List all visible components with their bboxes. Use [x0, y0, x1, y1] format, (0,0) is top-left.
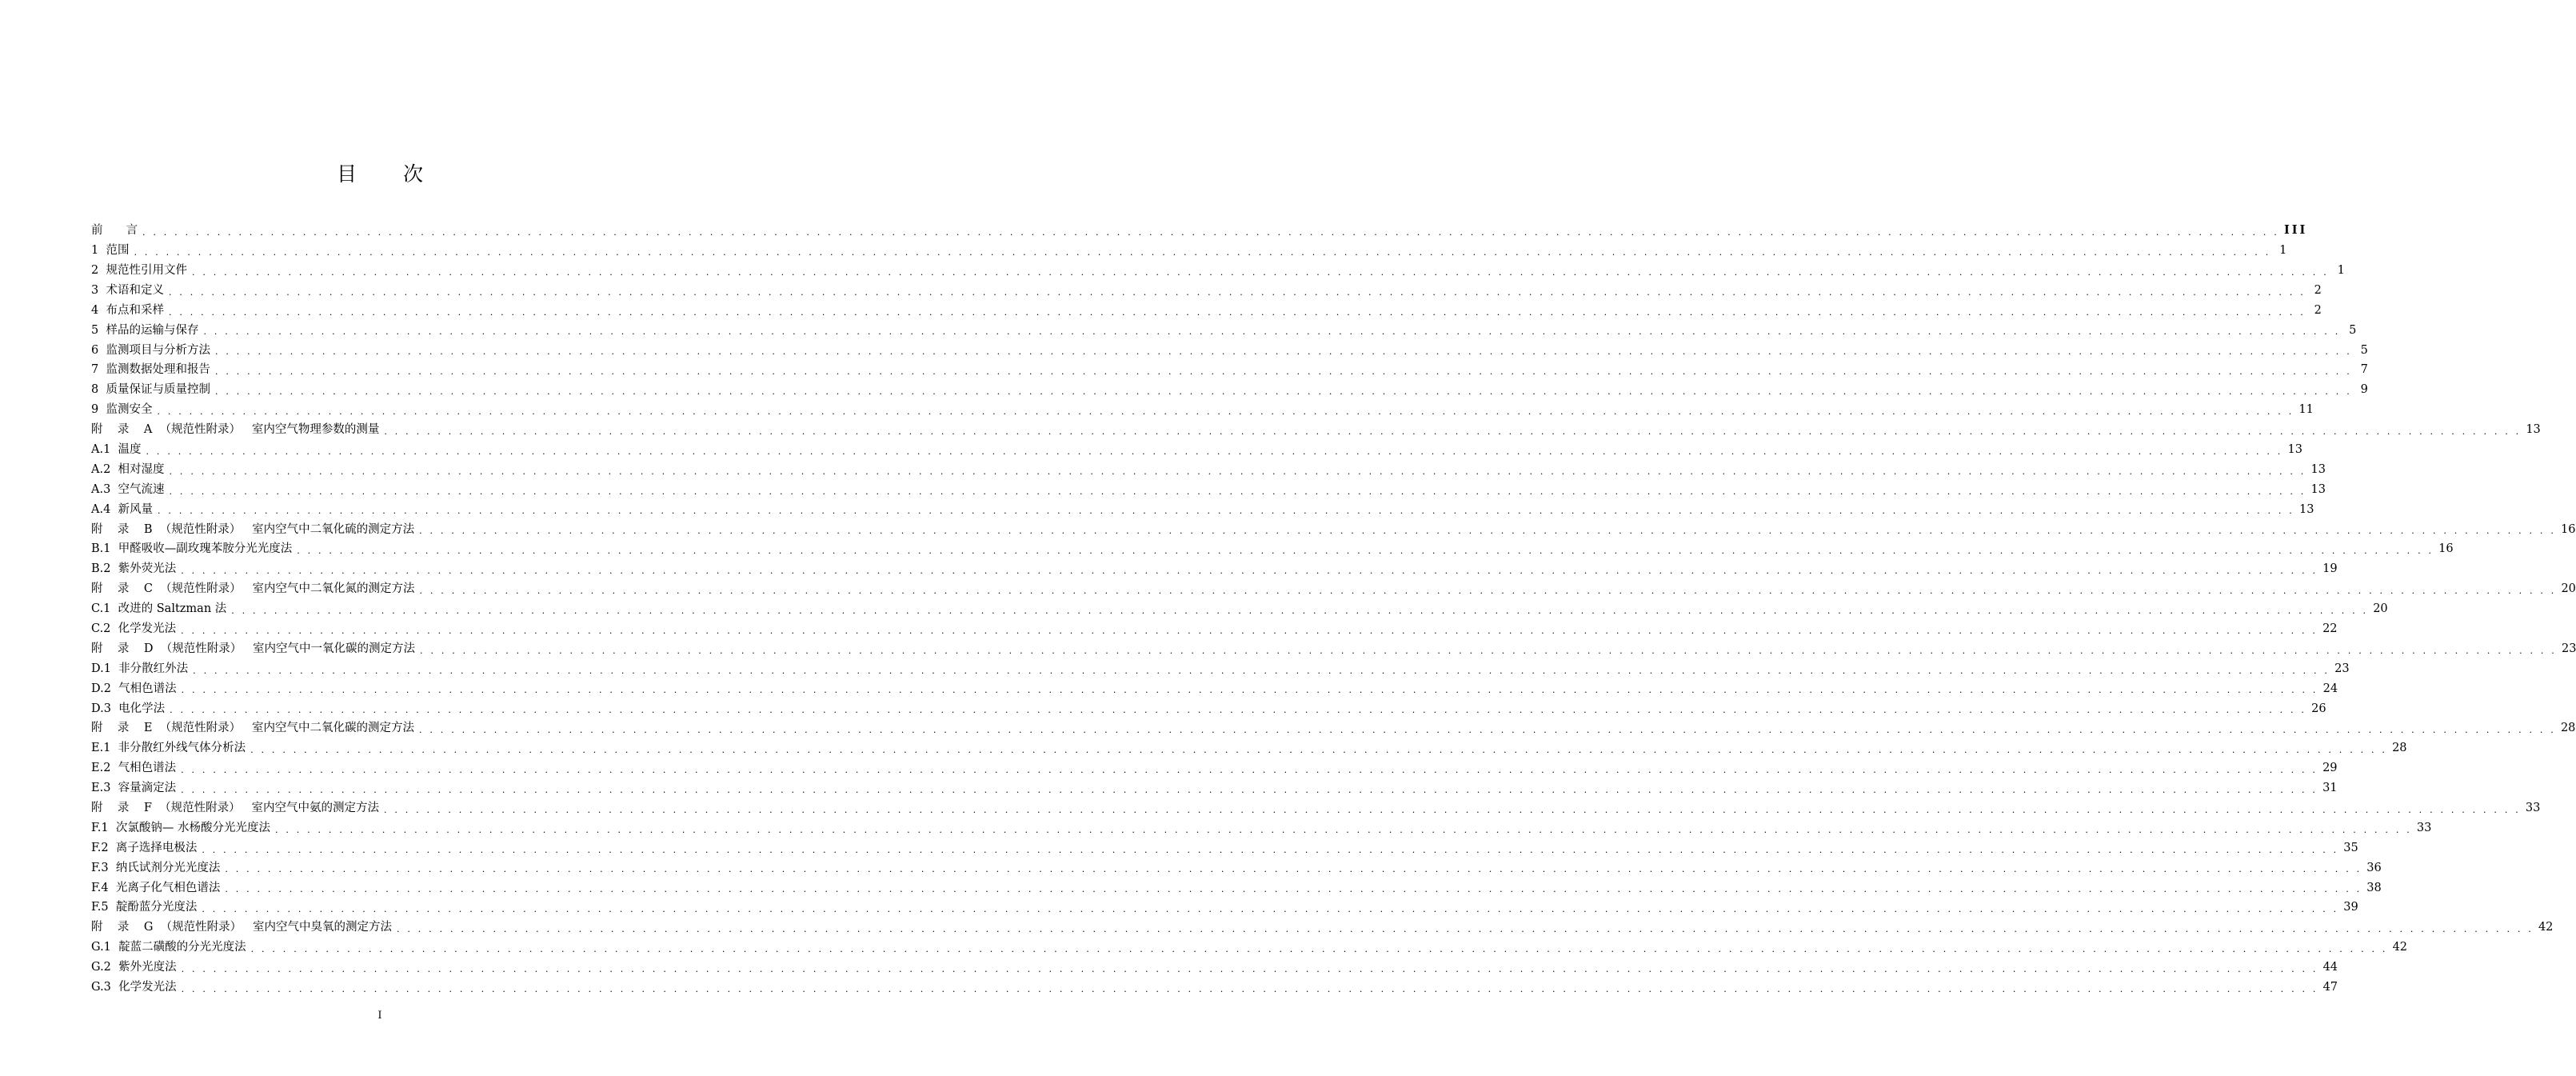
toc-entry[interactable]: [91, 281, 2322, 301]
toc-entry-page: 13: [2310, 462, 2326, 476]
toc-leader-dots: . . . . . . . . . . . . . . . . . . . . . . . . . . . . . . . . . . . . . . . . . . . . . . . . . . . . . . . . . . . . . . . . . . . . . . . . . . . . . . . . . . . . . . . . . . . . . . . . . . . . . . . . . . . . . . . . . . . . . . . . . . . . . . . . . . . . . . . . . . . . . . . . . . . . . . . . . . . . . . . . . . . . . . . . . . . . . . . . . . . . . . . . . . . . . . . . . . . . . . . .: [419, 725, 2556, 736]
toc-leader-dots: . . . . . . . . . . . . . . . . . . . . . . . . . . . . . . . . . . . . . . . . . . . . . . . . . . . . . . . . . . . . . . . . . . . . . . . . . . . . . . . . . . . . . . . . . . . . . . . . . . . . . . . . . . . . . . . . . . . . . . . . . . . . . . . . . . . . . . . . . . . . . . . . . . . . . . . . . . . . . . . . . . . . . . . . . . . . . . . . . . . . . . . . . . . . . . . . . . . . . . . .: [170, 705, 2307, 716]
toc-leader-dots: . . . . . . . . . . . . . . . . . . . . . . . . . . . . . . . . . . . . . . . . . . . . . . . . . . . . . . . . . . . . . . . . . . . . . . . . . . . . . . . . . . . . . . . . . . . . . . . . . . . . . . . . . . . . . . . . . . . . . . . . . . . . . . . . . . . . . . . . . . . . . . . . . . . . . . . . . . . . . . . . . . . . . . . . . . . . . . . . . . . . . . . . . . . . . . . . . . . . . . . .: [181, 685, 2318, 696]
toc-entry[interactable]: [91, 480, 2326, 500]
toc-entry-label: 4 布点和采样: [91, 303, 164, 317]
toc-leader-dots: . . . . . . . . . . . . . . . . . . . . . . . . . . . . . . . . . . . . . . . . . . . . . . . . . . . . . . . . . . . . . . . . . . . . . . . . . . . . . . . . . . . . . . . . . . . . . . . . . . . . . . . . . . . . . . . . . . . . . . . . . . . . . . . . . . . . . . . . . . . . . . . . . . . . . . . . . . . . . . . . . . . . . . . . . . . . . . . . . . . . . . . . . . . . . . . . . . . . . . . .: [169, 486, 2306, 497]
toc-entry-page: 47: [2322, 981, 2338, 994]
toc-entry-page: 13: [2526, 423, 2541, 437]
toc-entry-label: C.2 化学发光法: [91, 622, 177, 635]
toc-leader-dots: . . . . . . . . . . . . . . . . . . . . . . . . . . . . . . . . . . . . . . . . . . . . . . . . . . . . . . . . . . . . . . . . . . . . . . . . . . . . . . . . . . . . . . . . . . . . . . . . . . . . . . . . . . . . . . . . . . . . . . . . . . . . . . . . . . . . . . . . . . . . . . . . . . . . . . . . . . . . . . . . . . . . . . . . . . . . . . . . . . . . . . . . . . . . . . . . . . . . . . . .: [157, 406, 2294, 417]
toc-entry-label: 附 录 D （规范性附录） 室内空气中一氧化碳的测定方法: [91, 642, 416, 655]
page-title-left: 目: [336, 162, 357, 186]
toc-entry-label: F.5 靛酚蓝分光度法: [91, 901, 198, 914]
toc-entry[interactable]: [91, 978, 2338, 998]
toc-entry-label: E.3 容量滴定法: [91, 782, 177, 795]
toc-entry[interactable]: [91, 460, 2326, 480]
toc-entry[interactable]: [91, 639, 2576, 659]
toc-entry[interactable]: [91, 738, 2407, 758]
toc-leader-dots: . . . . . . . . . . . . . . . . . . . . . . . . . . . . . . . . . . . . . . . . . . . . . . . . . . . . . . . . . . . . . . . . . . . . . . . . . . . . . . . . . . . . . . . . . . . . . . . . . . . . . . . . . . . . . . . . . . . . . . . . . . . . . . . . . . . . . . . . . . . . . . . . . . . . . . . . . . . . . . . . . . . . . . . . . . . . . . . . . . . . . . . . . . . . . . . . . . . . . . . .: [214, 346, 2352, 358]
toc-leader-dots: . . . . . . . . . . . . . . . . . . . . . . . . . . . . . . . . . . . . . . . . . . . . . . . . . . . . . . . . . . . . . . . . . . . . . . . . . . . . . . . . . . . . . . . . . . . . . . . . . . . . . . . . . . . . . . . . . . . . . . . . . . . . . . . . . . . . . . . . . . . . . . . . . . . . . . . . . . . . . . . . . . . . . . . . . . . . . . . . . . . . . . . . . . . . . . . . . . . . . . . .: [134, 246, 2271, 258]
toc-entry-label: 8 质量保证与质量控制: [91, 383, 210, 397]
toc-entry-page: 23: [2561, 642, 2576, 655]
toc-entry-page: 13: [2287, 442, 2302, 456]
toc-entry-label: 附 录 C （规范性附录） 室内空气中二氧化氮的测定方法: [91, 582, 415, 596]
toc-entry-page: III: [2283, 223, 2308, 238]
toc-entry-page: 42: [2392, 941, 2408, 954]
toc-entry-label: 附 录 B （规范性附录） 室内空气中二氧化硫的测定方法: [91, 522, 415, 536]
toc-entry-page: 36: [2366, 861, 2382, 874]
toc-entry[interactable]: [91, 440, 2302, 460]
toc-entry-page: 28: [2560, 722, 2576, 735]
toc-entry-label: 2 规范性引用文件: [91, 263, 187, 277]
toc-entry[interactable]: [91, 420, 2541, 440]
toc-leader-dots: . . . . . . . . . . . . . . . . . . . . . . . . . . . . . . . . . . . . . . . . . . . . . . . . . . . . . . . . . . . . . . . . . . . . . . . . . . . . . . . . . . . . . . . . . . . . . . . . . . . . . . . . . . . . . . . . . . . . . . . . . . . . . . . . . . . . . . . . . . . . . . . . . . . . . . . . . . . . . . . . . . . . . . . . . . . . . . . . . . . . . . . . . . . . . . . . . . . . . . . .: [225, 864, 2362, 875]
toc-leader-dots: . . . . . . . . . . . . . . . . . . . . . . . . . . . . . . . . . . . . . . . . . . . . . . . . . . . . . . . . . . . . . . . . . . . . . . . . . . . . . . . . . . . . . . . . . . . . . . . . . . . . . . . . . . . . . . . . . . . . . . . . . . . . . . . . . . . . . . . . . . . . . . . . . . . . . . . . . . . . . . . . . . . . . . . . . . . . . . . . . . . . . . . . . . . . . . . . . . . . . . . .: [191, 266, 2329, 278]
toc-entry-label: B.2 紫外荧光法: [91, 562, 177, 576]
toc-entry[interactable]: [91, 818, 2432, 838]
toc-entry-page: 13: [2310, 482, 2326, 496]
toc-entry-label: 3 术语和定义: [91, 283, 164, 297]
toc-entry[interactable]: [91, 758, 2338, 778]
toc-entry-label: G.2 紫外光度法: [91, 961, 177, 974]
toc-entry-label: 附 录 A （规范性附录） 室内空气物理参数的测量: [91, 423, 380, 437]
toc-entry-page: 28: [2392, 742, 2407, 755]
toc-leader-dots: . . . . . . . . . . . . . . . . . . . . . . . . . . . . . . . . . . . . . . . . . . . . . . . . . . . . . . . . . . . . . . . . . . . . . . . . . . . . . . . . . . . . . . . . . . . . . . . . . . . . . . . . . . . . . . . . . . . . . . . . . . . . . . . . . . . . . . . . . . . . . . . . . . . . . . . . . . . . . . . . . . . . . . . . . . . . . . . . . . . . . . . . . . . . . . . . . . . . . . . .: [181, 566, 2318, 577]
toc-entry[interactable]: [91, 380, 2368, 400]
toc-entry[interactable]: [91, 400, 2314, 420]
page-title-right: 次: [403, 162, 424, 186]
toc-entry[interactable]: [91, 360, 2368, 380]
page-title: [0, 158, 760, 187]
toc-entry[interactable]: [91, 798, 2541, 818]
toc-entry[interactable]: [91, 838, 2358, 858]
toc-leader-dots: . . . . . . . . . . . . . . . . . . . . . . . . . . . . . . . . . . . . . . . . . . . . . . . . . . . . . . . . . . . . . . . . . . . . . . . . . . . . . . . . . . . . . . . . . . . . . . . . . . . . . . . . . . . . . . . . . . . . . . . . . . . . . . . . . . . . . . . . . . . . . . . . . . . . . . . . . . . . . . . . . . . . . . . . . . . . . . . . . . . . . . . . . . . . . . . . . . . . . . . .: [297, 546, 2434, 557]
toc-entry-label: 9 监测安全: [91, 403, 153, 417]
toc-entry-page: 16: [2561, 522, 2576, 536]
toc-entry-label: F.1 次氯酸钠— 水杨酸分光光度法: [91, 821, 270, 834]
toc-entry[interactable]: [91, 678, 2338, 698]
toc-entry-page: 5: [2349, 323, 2357, 337]
toc-entry-label: A.1 温度: [91, 442, 142, 456]
toc-entry[interactable]: [91, 659, 2350, 679]
toc-entry-label: A.3 空气流速: [91, 482, 165, 496]
toc-entry-page: 29: [2322, 762, 2338, 775]
toc-entry[interactable]: [91, 559, 2338, 579]
toc-entry[interactable]: [91, 619, 2338, 639]
toc-leader-dots: . . . . . . . . . . . . . . . . . . . . . . . . . . . . . . . . . . . . . . . . . . . . . . . . . . . . . . . . . . . . . . . . . . . . . . . . . . . . . . . . . . . . . . . . . . . . . . . . . . . . . . . . . . . . . . . . . . . . . . . . . . . . . . . . . . . . . . . . . . . . . . . . . . . . . . . . . . . . . . . . . . . . . . . . . . . . . . . . . . . . . . . . . . . . . . . . . . . . . . . .: [158, 506, 2294, 517]
toc-leader-dots: . . . . . . . . . . . . . . . . . . . . . . . . . . . . . . . . . . . . . . . . . . . . . . . . . . . . . . . . . . . . . . . . . . . . . . . . . . . . . . . . . . . . . . . . . . . . . . . . . . . . . . . . . . . . . . . . . . . . . . . . . . . . . . . . . . . . . . . . . . . . . . . . . . . . . . . . . . . . . . . . . . . . . . . . . . . . . . . . . . . . . . . . . . . . . . . . . . . . . . . .: [214, 366, 2352, 378]
toc-entry-label: 1 范围: [91, 244, 130, 258]
toc-entry[interactable]: [91, 778, 2338, 798]
toc-leader-dots: . . . . . . . . . . . . . . . . . . . . . . . . . . . . . . . . . . . . . . . . . . . . . . . . . . . . . . . . . . . . . . . . . . . . . . . . . . . . . . . . . . . . . . . . . . . . . . . . . . . . . . . . . . . . . . . . . . . . . . . . . . . . . . . . . . . . . . . . . . . . . . . . . . . . . . . . . . . . . . . . . . . . . . . . . . . . . . . . . . . . . . . . . . . . . . . . . . . . . . . .: [274, 824, 2412, 835]
toc-entry[interactable]: [91, 340, 2368, 360]
toc-entry-page: 23: [2334, 662, 2350, 675]
toc-entry[interactable]: [91, 698, 2326, 718]
toc-entry-page: 35: [2343, 841, 2358, 854]
toc-entry[interactable]: [91, 958, 2338, 978]
toc-entry-label: E.1 非分散红外线气体分析法: [91, 742, 246, 755]
toc-entry-label: G.3 化学发光法: [91, 981, 177, 994]
toc-leader-dots: . . . . . . . . . . . . . . . . . . . . . . . . . . . . . . . . . . . . . . . . . . . . . . . . . . . . . . . . . . . . . . . . . . . . . . . . . . . . . . . . . . . . . . . . . . . . . . . . . . . . . . . . . . . . . . . . . . . . . . . . . . . . . . . . . . . . . . . . . . . . . . . . . . . . . . . . . . . . . . . . . . . . . . . . . . . . . . . . . . . . . . . . . . . . . . . . . . . . . . . .: [181, 764, 2318, 775]
toc-entry-page: 39: [2343, 901, 2358, 914]
toc-entry-page: 5: [2360, 343, 2368, 357]
toc-leader-dots: . . . . . . . . . . . . . . . . . . . . . . . . . . . . . . . . . . . . . . . . . . . . . . . . . . . . . . . . . . . . . . . . . . . . . . . . . . . . . . . . . . . . . . . . . . . . . . . . . . . . . . . . . . . . . . . . . . . . . . . . . . . . . . . . . . . . . . . . . . . . . . . . . . . . . . . . . . . . . . . . . . . . . . . . . . . . . . . . . . . . . . . . . . . . . . . . . . . . . . . .: [202, 844, 2339, 855]
toc-entry-label: 前 言: [91, 224, 138, 238]
toc-entry[interactable]: [91, 579, 2576, 599]
toc-entry-page: 9: [2360, 383, 2368, 397]
toc-entry[interactable]: [91, 539, 2454, 559]
toc-entry-page: 33: [2525, 802, 2541, 815]
toc-entry[interactable]: [91, 221, 2308, 241]
toc-leader-dots: . . . . . . . . . . . . . . . . . . . . . . . . . . . . . . . . . . . . . . . . . . . . . . . . . . . . . . . . . . . . . . . . . . . . . . . . . . . . . . . . . . . . . . . . . . . . . . . . . . . . . . . . . . . . . . . . . . . . . . . . . . . . . . . . . . . . . . . . . . . . . . . . . . . . . . . . . . . . . . . . . . . . . . . . . . . . . . . . . . . . . . . . . . . . . . . . . . . . . . . .: [203, 326, 2341, 338]
toc-entry-page: 31: [2322, 782, 2338, 795]
toc-leader-dots: . . . . . . . . . . . . . . . . . . . . . . . . . . . . . . . . . . . . . . . . . . . . . . . . . . . . . . . . . . . . . . . . . . . . . . . . . . . . . . . . . . . . . . . . . . . . . . . . . . . . . . . . . . . . . . . . . . . . . . . . . . . . . . . . . . . . . . . . . . . . . . . . . . . . . . . . . . . . . . . . . . . . . . . . . . . . . . . . . . . . . . . . . . . . . . . . . . . . . . . .: [181, 625, 2318, 636]
toc-entry-label: G.1 靛蓝二磺酸的分光光度法: [91, 941, 246, 954]
toc-leader-dots: . . . . . . . . . . . . . . . . . . . . . . . . . . . . . . . . . . . . . . . . . . . . . . . . . . . . . . . . . . . . . . . . . . . . . . . . . . . . . . . . . . . . . . . . . . . . . . . . . . . . . . . . . . . . . . . . . . . . . . . . . . . . . . . . . . . . . . . . . . . . . . . . . . . . . . . . . . . . . . . . . . . . . . . . . . . . . . . . . . . . . . . . . . . . . . . . . . . . . . . .: [250, 944, 2388, 954]
toc-leader-dots: . . . . . . . . . . . . . . . . . . . . . . . . . . . . . . . . . . . . . . . . . . . . . . . . . . . . . . . . . . . . . . . . . . . . . . . . . . . . . . . . . . . . . . . . . . . . . . . . . . . . . . . . . . . . . . . . . . . . . . . . . . . . . . . . . . . . . . . . . . . . . . . . . . . . . . . . . . . . . . . . . . . . . . . . . . . . . . . . . . . . . . . . . . . . . . . . . . . . . . . .: [193, 665, 2330, 676]
toc-leader-dots: . . . . . . . . . . . . . . . . . . . . . . . . . . . . . . . . . . . . . . . . . . . . . . . . . . . . . . . . . . . . . . . . . . . . . . . . . . . . . . . . . . . . . . . . . . . . . . . . . . . . . . . . . . . . . . . . . . . . . . . . . . . . . . . . . . . . . . . . . . . . . . . . . . . . . . . . . . . . . . . . . . . . . . . . . . . . . . . . . . . . . . . . . . . . . . . . . . . . . . . .: [397, 924, 2534, 935]
toc-entry-label: D.2 气相色谱法: [91, 682, 177, 695]
toc-leader-dots: . . . . . . . . . . . . . . . . . . . . . . . . . . . . . . . . . . . . . . . . . . . . . . . . . . . . . . . . . . . . . . . . . . . . . . . . . . . . . . . . . . . . . . . . . . . . . . . . . . . . . . . . . . . . . . . . . . . . . . . . . . . . . . . . . . . . . . . . . . . . . . . . . . . . . . . . . . . . . . . . . . . . . . . . . . . . . . . . . . . . . . . . . . . . . . . . . . . . . . . .: [214, 386, 2352, 398]
toc-entry-page: 1: [2337, 263, 2345, 277]
toc-entry-page: 38: [2366, 881, 2382, 894]
toc-entry-label: 附 录 E （规范性附录） 室内空气中二氧化碳的测定方法: [91, 722, 415, 735]
toc-entry[interactable]: [91, 858, 2382, 878]
toc-entry-page: 22: [2322, 622, 2338, 635]
toc-entry-page: 11: [2298, 403, 2314, 417]
toc-leader-dots: . . . . . . . . . . . . . . . . . . . . . . . . . . . . . . . . . . . . . . . . . . . . . . . . . . . . . . . . . . . . . . . . . . . . . . . . . . . . . . . . . . . . . . . . . . . . . . . . . . . . . . . . . . . . . . . . . . . . . . . . . . . . . . . . . . . . . . . . . . . . . . . . . . . . . . . . . . . . . . . . . . . . . . . . . . . . . . . . . . . . . . . . . . . . . . . . . . . . . . . .: [169, 466, 2306, 477]
toc-entry[interactable]: [91, 878, 2382, 898]
toc-entry-page: 13: [2298, 502, 2314, 516]
toc-leader-dots: . . . . . . . . . . . . . . . . . . . . . . . . . . . . . . . . . . . . . . . . . . . . . . . . . . . . . . . . . . . . . . . . . . . . . . . . . . . . . . . . . . . . . . . . . . . . . . . . . . . . . . . . . . . . . . . . . . . . . . . . . . . . . . . . . . . . . . . . . . . . . . . . . . . . . . . . . . . . . . . . . . . . . . . . . . . . . . . . . . . . . . . . . . . . . . . . . . . . . . . .: [383, 804, 2521, 815]
toc-leader-dots: . . . . . . . . . . . . . . . . . . . . . . . . . . . . . . . . . . . . . . . . . . . . . . . . . . . . . . . . . . . . . . . . . . . . . . . . . . . . . . . . . . . . . . . . . . . . . . . . . . . . . . . . . . . . . . . . . . . . . . . . . . . . . . . . . . . . . . . . . . . . . . . . . . . . . . . . . . . . . . . . . . . . . . . . . . . . . . . . . . . . . . . . . . . . . . . . . . . . . . . .: [384, 426, 2522, 437]
toc-entry-label: F.4 光离子化气相色谱法: [91, 881, 221, 894]
toc-entry[interactable]: [91, 499, 2314, 519]
toc-entry[interactable]: [91, 320, 2357, 340]
toc-entry-label: A.4 新风量: [91, 502, 154, 516]
toc-entry-page: 26: [2311, 702, 2326, 715]
toc-entry-page: 42: [2538, 921, 2554, 934]
toc-entry-label: F.2 离子选择电极法: [91, 841, 198, 854]
toc-leader-dots: . . . . . . . . . . . . . . . . . . . . . . . . . . . . . . . . . . . . . . . . . . . . . . . . . . . . . . . . . . . . . . . . . . . . . . . . . . . . . . . . . . . . . . . . . . . . . . . . . . . . . . . . . . . . . . . . . . . . . . . . . . . . . . . . . . . . . . . . . . . . . . . . . . . . . . . . . . . . . . . . . . . . . . . . . . . . . . . . . . . . . . . . . . . . . . . . . . . . . . . .: [168, 306, 2306, 318]
toc-entry[interactable]: [91, 599, 2388, 619]
toc-entry-page: 16: [2438, 542, 2454, 556]
toc-leader-dots: . . . . . . . . . . . . . . . . . . . . . . . . . . . . . . . . . . . . . . . . . . . . . . . . . . . . . . . . . . . . . . . . . . . . . . . . . . . . . . . . . . . . . . . . . . . . . . . . . . . . . . . . . . . . . . . . . . . . . . . . . . . . . . . . . . . . . . . . . . . . . . . . . . . . . . . . . . . . . . . . . . . . . . . . . . . . . . . . . . . . . . . . . . . . . . . . . . . . . . . .: [168, 286, 2306, 298]
toc-entry-page: 2: [2314, 303, 2322, 317]
toc-entry-label: E.2 气相色谱法: [91, 762, 177, 775]
toc-entry-page: 20: [2373, 602, 2388, 616]
toc-leader-dots: . . . . . . . . . . . . . . . . . . . . . . . . . . . . . . . . . . . . . . . . . . . . . . . . . . . . . . . . . . . . . . . . . . . . . . . . . . . . . . . . . . . . . . . . . . . . . . . . . . . . . . . . . . . . . . . . . . . . . . . . . . . . . . . . . . . . . . . . . . . . . . . . . . . . . . . . . . . . . . . . . . . . . . . . . . . . . . . . . . . . . . . . . . . . . . . . . . . . . . . .: [146, 446, 2283, 457]
toc-entry-page: 2: [2314, 283, 2322, 297]
toc-leader-dots: . . . . . . . . . . . . . . . . . . . . . . . . . . . . . . . . . . . . . . . . . . . . . . . . . . . . . . . . . . . . . . . . . . . . . . . . . . . . . . . . . . . . . . . . . . . . . . . . . . . . . . . . . . . . . . . . . . . . . . . . . . . . . . . . . . . . . . . . . . . . . . . . . . . . . . . . . . . . . . . . . . . . . . . . . . . . . . . . . . . . . . . . . . . . . . . . . . . . . . . .: [202, 904, 2339, 915]
toc-entry-label: 6 监测项目与分析方法: [91, 343, 210, 357]
toc-entry[interactable]: [91, 718, 2576, 738]
toc-entry-page: 33: [2416, 821, 2432, 834]
toc-entry-page: 20: [2561, 582, 2576, 596]
toc-entry-label: A.2 相对湿度: [91, 462, 165, 476]
toc-entry-label: 7 监测数据处理和报告: [91, 363, 210, 377]
toc-leader-dots: . . . . . . . . . . . . . . . . . . . . . . . . . . . . . . . . . . . . . . . . . . . . . . . . . . . . . . . . . . . . . . . . . . . . . . . . . . . . . . . . . . . . . . . . . . . . . . . . . . . . . . . . . . . . . . . . . . . . . . . . . . . . . . . . . . . . . . . . . . . . . . . . . . . . . . . . . . . . . . . . . . . . . . . . . . . . . . . . . . . . . . . . . . . . . . . . . . . . . . . .: [181, 963, 2318, 974]
toc-entry-page: 19: [2322, 562, 2338, 576]
toc-entry[interactable]: [91, 938, 2408, 958]
toc-entry-page: 1: [2279, 244, 2287, 258]
toc-leader-dots: . . . . . . . . . . . . . . . . . . . . . . . . . . . . . . . . . . . . . . . . . . . . . . . . . . . . . . . . . . . . . . . . . . . . . . . . . . . . . . . . . . . . . . . . . . . . . . . . . . . . . . . . . . . . . . . . . . . . . . . . . . . . . . . . . . . . . . . . . . . . . . . . . . . . . . . . . . . . . . . . . . . . . . . . . . . . . . . . . . . . . . . . . . . . . . . . . . . . . . . .: [250, 745, 2388, 756]
toc-entry[interactable]: [91, 519, 2576, 539]
toc-entry-label: B.1 甲醛吸收—副玫瑰苯胺分光光度法: [91, 542, 293, 556]
toc-entry-label: 附 录 G （规范性附录） 室内空气中臭氧的测定方法: [91, 921, 392, 934]
toc-leader-dots: . . . . . . . . . . . . . . . . . . . . . . . . . . . . . . . . . . . . . . . . . . . . . . . . . . . . . . . . . . . . . . . . . . . . . . . . . . . . . . . . . . . . . . . . . . . . . . . . . . . . . . . . . . . . . . . . . . . . . . . . . . . . . . . . . . . . . . . . . . . . . . . . . . . . . . . . . . . . . . . . . . . . . . . . . . . . . . . . . . . . . . . . . . . . . . . . . . . . . . . .: [142, 226, 2279, 238]
toc-leader-dots: . . . . . . . . . . . . . . . . . . . . . . . . . . . . . . . . . . . . . . . . . . . . . . . . . . . . . . . . . . . . . . . . . . . . . . . . . . . . . . . . . . . . . . . . . . . . . . . . . . . . . . . . . . . . . . . . . . . . . . . . . . . . . . . . . . . . . . . . . . . . . . . . . . . . . . . . . . . . . . . . . . . . . . . . . . . . . . . . . . . . . . . . . . . . . . . . . . . . . . . .: [420, 645, 2557, 656]
toc-entry[interactable]: [91, 261, 2345, 281]
toc-leader-dots: . . . . . . . . . . . . . . . . . . . . . . . . . . . . . . . . . . . . . . . . . . . . . . . . . . . . . . . . . . . . . . . . . . . . . . . . . . . . . . . . . . . . . . . . . . . . . . . . . . . . . . . . . . . . . . . . . . . . . . . . . . . . . . . . . . . . . . . . . . . . . . . . . . . . . . . . . . . . . . . . . . . . . . . . . . . . . . . . . . . . . . . . . . . . . . . . . . . . . . . .: [181, 983, 2318, 994]
toc-entry-label: C.1 改进的 Saltzman 法: [91, 602, 227, 616]
toc-entry[interactable]: [91, 918, 2554, 938]
toc-leader-dots: . . . . . . . . . . . . . . . . . . . . . . . . . . . . . . . . . . . . . . . . . . . . . . . . . . . . . . . . . . . . . . . . . . . . . . . . . . . . . . . . . . . . . . . . . . . . . . . . . . . . . . . . . . . . . . . . . . . . . . . . . . . . . . . . . . . . . . . . . . . . . . . . . . . . . . . . . . . . . . . . . . . . . . . . . . . . . . . . . . . . . . . . . . . . . . . . . . . . . . . .: [419, 526, 2557, 537]
toc-entry-label: F.3 纳氏试剂分光光度法: [91, 861, 221, 874]
toc-leader-dots: . . . . . . . . . . . . . . . . . . . . . . . . . . . . . . . . . . . . . . . . . . . . . . . . . . . . . . . . . . . . . . . . . . . . . . . . . . . . . . . . . . . . . . . . . . . . . . . . . . . . . . . . . . . . . . . . . . . . . . . . . . . . . . . . . . . . . . . . . . . . . . . . . . . . . . . . . . . . . . . . . . . . . . . . . . . . . . . . . . . . . . . . . . . . . . . . . . . . . . . .: [181, 784, 2318, 795]
toc-leader-dots: . . . . . . . . . . . . . . . . . . . . . . . . . . . . . . . . . . . . . . . . . . . . . . . . . . . . . . . . . . . . . . . . . . . . . . . . . . . . . . . . . . . . . . . . . . . . . . . . . . . . . . . . . . . . . . . . . . . . . . . . . . . . . . . . . . . . . . . . . . . . . . . . . . . . . . . . . . . . . . . . . . . . . . . . . . . . . . . . . . . . . . . . . . . . . . . . . . . . . . . .: [225, 884, 2362, 895]
toc-entry-label: D.1 非分散红外法: [91, 662, 189, 675]
toc-entry-label: D.3 电化学法: [91, 702, 166, 715]
toc-entry-label: 附 录 F （规范性附录） 室内空气中氨的测定方法: [91, 802, 379, 815]
toc-leader-dots: . . . . . . . . . . . . . . . . . . . . . . . . . . . . . . . . . . . . . . . . . . . . . . . . . . . . . . . . . . . . . . . . . . . . . . . . . . . . . . . . . . . . . . . . . . . . . . . . . . . . . . . . . . . . . . . . . . . . . . . . . . . . . . . . . . . . . . . . . . . . . . . . . . . . . . . . . . . . . . . . . . . . . . . . . . . . . . . . . . . . . . . . . . . . . . . . . . . . . . . .: [419, 585, 2557, 596]
toc-entry-page: 24: [2322, 682, 2338, 695]
table-of-contents: [91, 221, 2576, 998]
toc-entry-page: 7: [2360, 363, 2368, 377]
toc-entry-page: 44: [2322, 961, 2338, 974]
toc-leader-dots: . . . . . . . . . . . . . . . . . . . . . . . . . . . . . . . . . . . . . . . . . . . . . . . . . . . . . . . . . . . . . . . . . . . . . . . . . . . . . . . . . . . . . . . . . . . . . . . . . . . . . . . . . . . . . . . . . . . . . . . . . . . . . . . . . . . . . . . . . . . . . . . . . . . . . . . . . . . . . . . . . . . . . . . . . . . . . . . . . . . . . . . . . . . . . . . . . . . . . . . .: [231, 605, 2369, 616]
toc-entry[interactable]: [91, 241, 2287, 261]
toc-entry[interactable]: [91, 301, 2322, 321]
page-number: I: [377, 1010, 382, 1022]
toc-entry-label: 5 样品的运输与保存: [91, 323, 199, 337]
toc-entry[interactable]: [91, 898, 2358, 918]
